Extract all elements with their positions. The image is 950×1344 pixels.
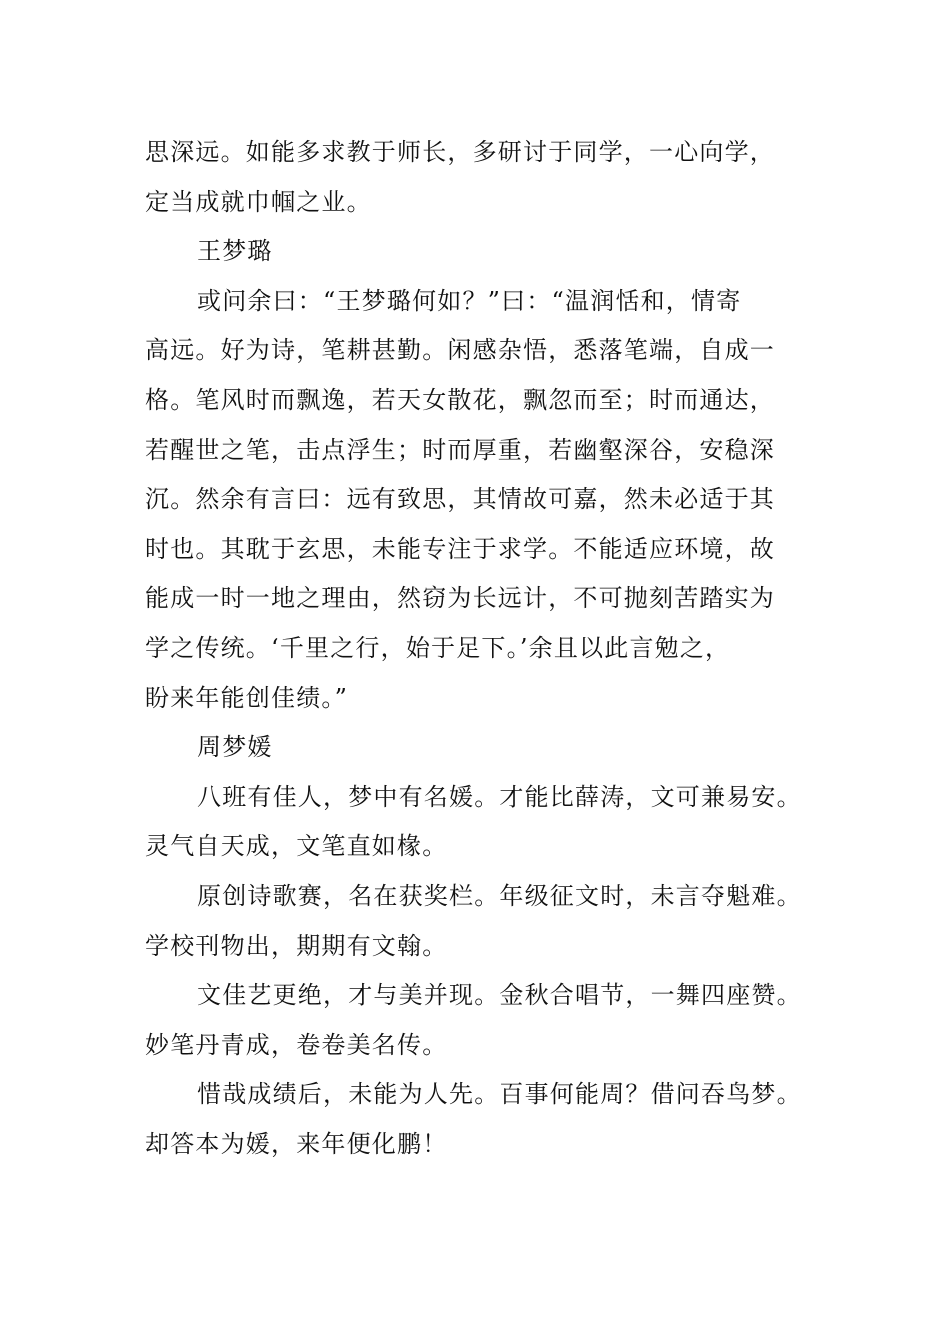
text-line: 格。笔风时而飘逸，若天女散花，飘忽而至；时而通达， — [145, 385, 775, 414]
text-line: 八班有佳人，梦中有名媛。才能比薛涛，文可兼易安。 — [197, 782, 802, 811]
text-line: 盼来年能创佳绩。” — [145, 683, 349, 712]
text-line: 妙笔丹青成，卷卷美名传。 — [145, 1030, 448, 1059]
text-line: 沉。然余有言曰：远有致思，其情故可嘉，然未必适于其 — [145, 485, 775, 514]
text-line: 能成一时一地之理由，然窃为长远计，不可抛刻苦踏实为 — [145, 584, 775, 613]
section-heading: 周梦媛 — [197, 733, 273, 762]
text-line: 时也。其耽于玄思，未能专注于求学。不能适应环境，故 — [145, 534, 775, 563]
text-line: 灵气自天成，文笔直如椽。 — [145, 832, 448, 861]
section-heading: 王梦璐 — [197, 237, 273, 266]
text-line: 或问余曰：“王梦璐何如？”曰：“温润恬和，情寄 — [197, 286, 742, 315]
text-line: 惜哉成绩后，未能为人先。百事何能周？借问吞鸟梦。 — [197, 1080, 802, 1109]
text-line: 学校刊物出，期期有文翰。 — [145, 931, 448, 960]
text-line: 原创诗歌赛，名在获奖栏。年级征文时，未言夺魁难。 — [197, 881, 802, 910]
document-body — [145, 128, 825, 1169]
text-line: 思深远。如能多求教于师长，多研讨于同学，一心向学， — [145, 138, 775, 166]
text-line: 定当成就巾帼之业。 — [145, 187, 372, 216]
text-line: 学之传统。‘千里之行，始于足下。’余且以此言勉之， — [145, 633, 731, 662]
text-line: 若醒世之笔，击点浮生；时而厚重，若幽壑深谷，安稳深 — [145, 435, 775, 464]
text-line: 高远。好为诗，笔耕甚勤。闲感杂悟，悉落笔端，自成一 — [145, 336, 775, 365]
text-line: 却答本为媛，来年便化鹏！ — [145, 1129, 448, 1158]
text-line: 文佳艺更绝，才与美并现。金秋合唱节，一舞四座赞。 — [197, 981, 802, 1010]
